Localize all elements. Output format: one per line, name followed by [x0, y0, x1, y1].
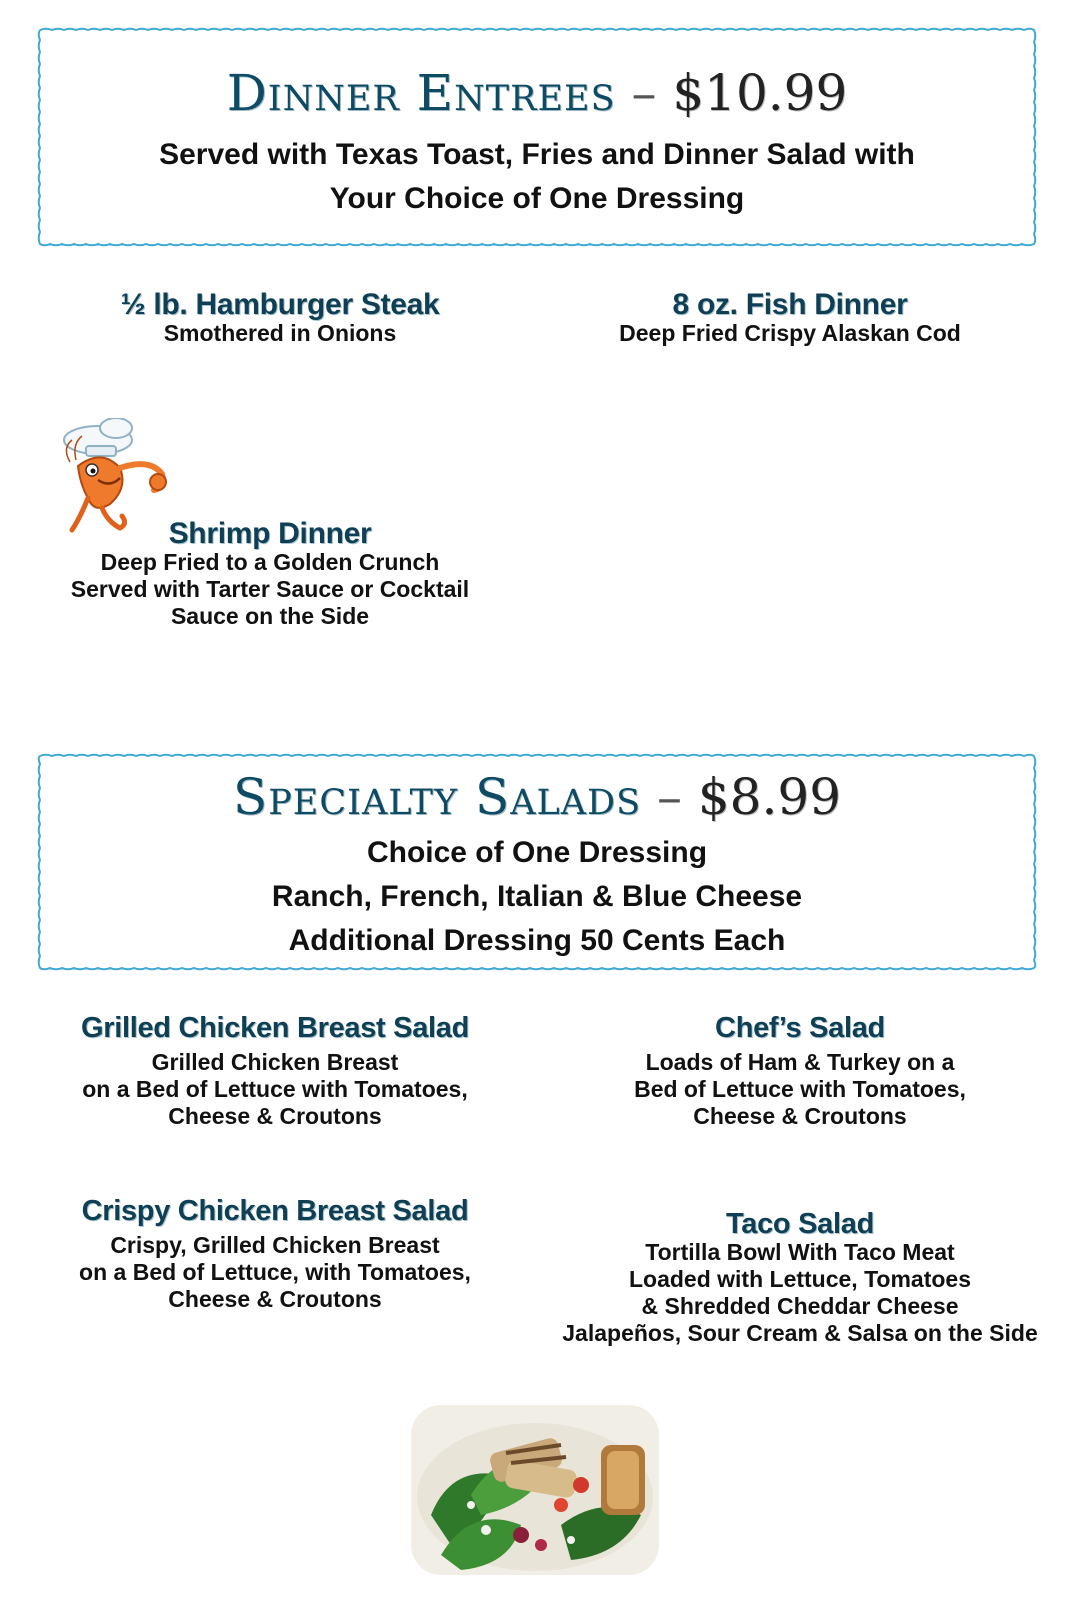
- salads-title: Specialty Salads – $8.99: [233, 768, 841, 826]
- dinner-title-text: Dinner Entrees: [226, 64, 616, 122]
- item-desc-2: Loaded with Lettuce, Tomatoes: [628, 1266, 972, 1292]
- item-desc-3: & Shredded Cheddar Cheese: [641, 1293, 959, 1319]
- item-desc-2: Bed of Lettuce with Tomatoes,: [634, 1076, 966, 1102]
- item-desc: Deep Fried Crispy Alaskan Cod: [619, 320, 961, 346]
- salads-line-3: Additional Dressing 50 Cents Each: [288, 924, 786, 957]
- item-desc-3: Cheese & Croutons: [168, 1103, 382, 1129]
- salads-banner: [36, 752, 1038, 972]
- dinner-subtitle-1: Served with Texas Toast, Fries and Dinner Salad with: [159, 138, 915, 171]
- item-desc-1: Deep Fried to a Golden Crunch: [100, 549, 440, 575]
- item-desc: Smothered in Onions: [163, 320, 397, 346]
- salads-line-2: Ranch, French, Italian & Blue Cheese: [271, 880, 803, 913]
- item-name: Chef’s Salad: [715, 1012, 885, 1044]
- item-name: Grilled Chicken Breast Salad: [80, 1012, 470, 1044]
- item-desc-2: on a Bed of Lettuce, with Tomatoes,: [79, 1259, 471, 1285]
- item-name: Shrimp Dinner: [168, 517, 372, 550]
- salads-price: $8.99: [697, 768, 841, 826]
- item-desc-3: Sauce on the Side: [170, 603, 370, 629]
- item-name: Taco Salad: [726, 1208, 874, 1240]
- menu-item-fish-dinner: [560, 288, 1020, 347]
- menu-item-crispy-chicken-salad: [30, 1195, 520, 1313]
- menu-item-taco-salad: [540, 1208, 1060, 1347]
- menu-item-hamburger-steak: [60, 288, 500, 347]
- item-desc-1: Grilled Chicken Breast: [151, 1049, 399, 1075]
- dinner-banner: [36, 26, 1038, 248]
- item-desc-1: Crispy, Grilled Chicken Breast: [110, 1232, 440, 1258]
- item-desc-3: Cheese & Croutons: [168, 1286, 382, 1312]
- dinner-price: $10.99: [672, 64, 848, 122]
- dinner-subtitle-2: Your Choice of One Dressing: [329, 182, 745, 215]
- salad-illustration: [411, 1405, 659, 1575]
- menu-item-shrimp-dinner: [30, 517, 510, 630]
- item-name: ½ lb. Hamburger Steak: [120, 288, 440, 321]
- salads-title-text: Specialty Salads: [233, 768, 642, 826]
- item-desc-3: Cheese & Croutons: [693, 1103, 907, 1129]
- salads-line-1: Choice of One Dressing: [366, 836, 708, 869]
- item-name: Crispy Chicken Breast Salad: [81, 1195, 469, 1227]
- item-desc-2: Served with Tarter Sauce or Cocktail: [70, 576, 470, 602]
- item-desc-2: on a Bed of Lettuce with Tomatoes,: [82, 1076, 468, 1102]
- item-desc-4: Jalapeños, Sour Cream & Salsa on the Side: [562, 1320, 1038, 1346]
- salad-photo: [411, 1405, 659, 1575]
- item-desc-1: Tortilla Bowl With Taco Meat: [645, 1239, 955, 1265]
- item-desc-1: Loads of Ham & Turkey on a: [645, 1049, 955, 1075]
- menu-item-chefs-salad: [570, 1012, 1030, 1130]
- item-name: 8 oz. Fish Dinner: [672, 288, 908, 321]
- menu-item-grilled-chicken-salad: [30, 1012, 520, 1130]
- dinner-title: Dinner Entrees – $10.99: [226, 64, 848, 122]
